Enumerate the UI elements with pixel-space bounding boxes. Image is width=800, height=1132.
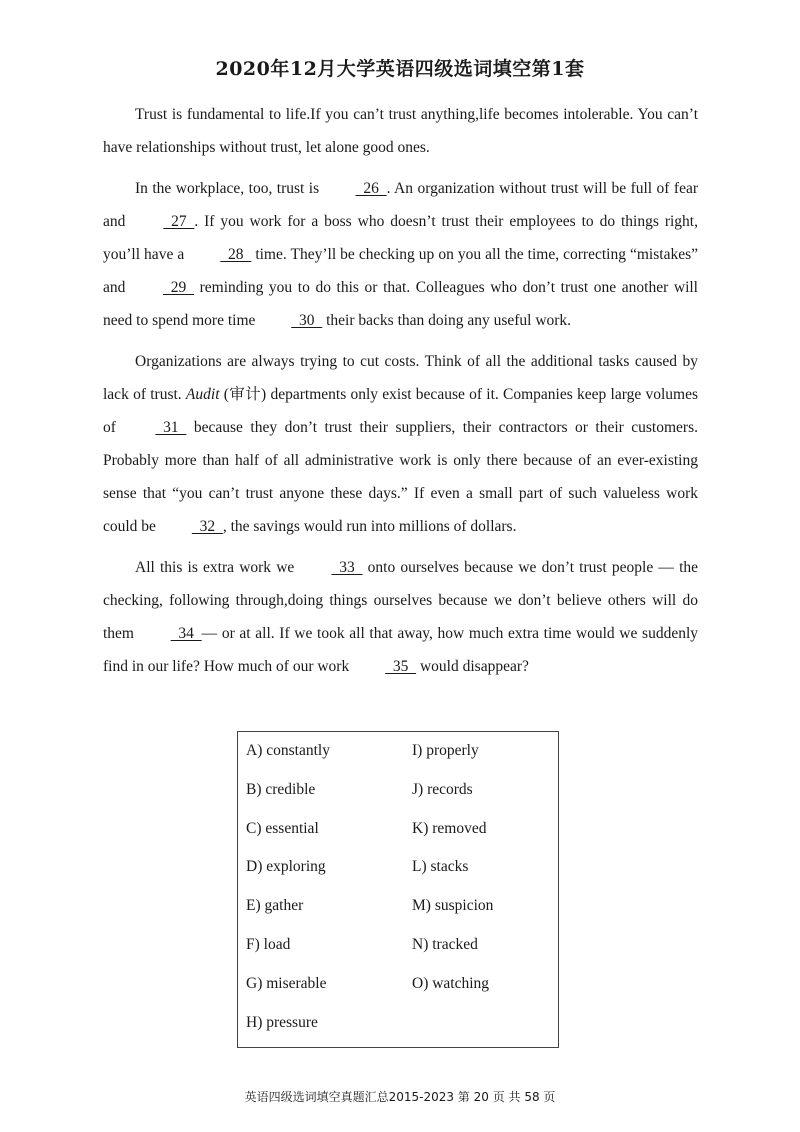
- audit-word: Audit: [185, 386, 220, 403]
- paragraph-text: — or at all. If we took all that away, how much extra time would we suddenly find in our life? How much of our work: [103, 625, 699, 675]
- option-j: J) records: [412, 780, 473, 798]
- paragraph-text: time. They’ll be checking up on you all the time, correcting “mistakes” and: [103, 246, 698, 296]
- blank-27: 27: [163, 213, 195, 230]
- blank-32: 32: [191, 518, 223, 535]
- word-bank-right-column: [412, 734, 493, 1006]
- paragraph-text: . An organization without trust will be full of fear and: [103, 180, 698, 230]
- paragraph-text: (审计) departments only exist because of it. Companies keep large volumes of: [103, 386, 698, 436]
- blank-31: 31: [155, 419, 187, 436]
- paragraph-text: their backs than doing any useful work.: [322, 312, 572, 329]
- blank-28: 28: [220, 246, 252, 263]
- option-b: B) credible: [246, 780, 316, 798]
- option-m: M) suspicion: [412, 897, 494, 915]
- paragraph-text: In the workplace, too, trust is: [135, 180, 324, 197]
- paragraph-text: onto ourselves because we don’t trust people — the checking, following through,doing things ourselves because we don’t believe others will do them: [103, 559, 698, 642]
- paragraph-text: . If you work for a boss who doesn’t trust their employees to do things right, you’ll have a: [103, 213, 698, 263]
- page-footer: 英语四级选词填空真题汇总2015-2023 第 20 页 共 58 页: [244, 1090, 556, 1104]
- passage: [103, 98, 698, 691]
- blank-29: 29: [163, 279, 194, 296]
- option-c: C) essential: [246, 819, 319, 837]
- page-title: 2020年12月大学英语四级选词填空第1套: [215, 58, 585, 80]
- blank-35: 35: [385, 658, 417, 675]
- option-i: I) properly: [412, 742, 479, 759]
- paragraph-text: because they don’t trust their suppliers, their contractors or their customers. Probably more than half of all administrative work is only there because of an ever-existing sense that “you can’t trust anyone these days.” If even a small part of such valueless work could be: [103, 419, 698, 535]
- paragraph-text: All this is extra work we: [135, 559, 300, 576]
- option-h: H) pressure: [246, 1013, 318, 1031]
- option-e: E) gather: [246, 897, 304, 915]
- blank-30: 30: [291, 312, 323, 329]
- paragraph-2: [103, 172, 698, 337]
- paragraph-3: [103, 345, 698, 543]
- option-o: O) watching: [412, 974, 490, 992]
- paragraph-4: [103, 551, 698, 683]
- option-d: D) exploring: [246, 858, 326, 876]
- option-f: F) load: [246, 935, 291, 953]
- option-a: A) constantly: [246, 742, 330, 759]
- word-bank: [237, 731, 559, 1048]
- blank-26: 26: [355, 180, 387, 197]
- blank-34: 34: [170, 625, 202, 642]
- paragraph-text: , the savings would run into millions of dollars.: [222, 518, 517, 535]
- paragraph-text: reminding you to do this or that. Colleagues who don’t trust one another will need to spend more time: [103, 279, 698, 329]
- paragraph-text: would disappear?: [416, 658, 529, 675]
- option-n: N) tracked: [412, 935, 478, 953]
- option-g: G) miserable: [246, 974, 327, 992]
- word-bank-left-column: [246, 734, 330, 1044]
- option-l: L) stacks: [412, 858, 469, 876]
- paragraph-1: [103, 98, 698, 164]
- paragraph-text: Trust is fundamental to life.If you can’t trust anything,life becomes intolerable. You can’t have relationships without trust, let alone good ones.: [103, 106, 698, 156]
- paragraph-text: Organizations are always trying to cut costs. Think of all the additional tasks caused by lack of trust.: [103, 353, 698, 403]
- blank-33: 33: [331, 559, 363, 576]
- option-k: K) removed: [412, 819, 487, 837]
